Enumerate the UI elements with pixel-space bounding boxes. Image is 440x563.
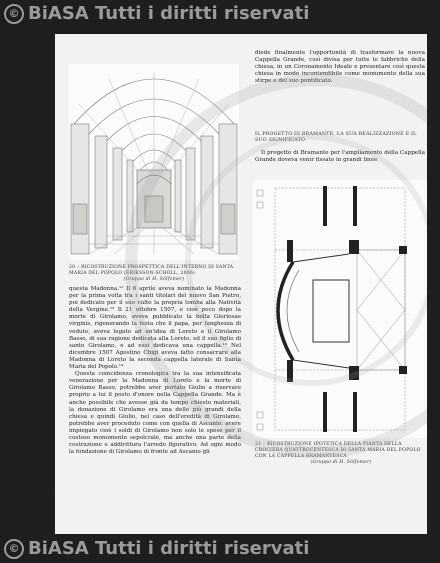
section-heading: IL PROGETTO DI BRAMANTE, LA SUA REALIZZAZIONE E IL SUO SIGNIFICATO	[255, 132, 417, 143]
copyright-logo-icon: ©	[4, 539, 24, 559]
interior-perspective-drawing	[69, 64, 239, 260]
left-column-text: questa Madonna.¹¹ Il 6 aprile aveva nominato la Madonna per la prima volta tra i santi titolari del nuovo San Pietro, poi dedicato per il suo culto la propria tomba alla Natività della Vergine.¹² Il 21 ottobre 1507, e cioè poco dopo la morte di Girolamo, aveva pubblicato la bolla Gloriosae virginis, rigenerando la festa che il papa, per lunghezza di vedute, aveva legato ad un'idea di Loreto e il Girolamo Basso, di sua ragione dedicata alla Loreto, ed il suo figlio di santo Girolamo, e ad essi dedicava una cappella.¹³ Nel dicembre 1507 Agostino Chigi aveva fatto consacrare alla Madonna di Loreto la seconda cappella laterale di Santa Maria del Popolo.¹⁴ Questa coincidenza cronologica tra la sua intensificata venerazione per la Madonna di Loreto e la morte di Girolamo Basso, potrebbe aver portato Giulio a riservare proprio a lui il posto d'onore nella Cappella Grande. Ma è anche possibile che avesse già da tempo chiesto materiali, la donazione di Girolamo era una delle più grandi della chiesa e quindi Giulio, nel caso dell'eredità di Girolamo, potrebbe aver proceduto come con quella di Ascanio: avere impiegato cioè i soldi di Girolamo non solo le spese per il costoso monumento sepolcrale, ma anche una parte della costruzione e addirittura l'arredo figurativo. Ad ogni modo la fondazione di Girolamo di fronte ad Ascanio gli	[69, 286, 241, 456]
book-page	[55, 34, 427, 534]
watermark-bottom: © BiASA Tutti i diritti riservati	[4, 538, 309, 559]
plan-figure	[253, 180, 427, 438]
copyright-logo-icon: ©	[4, 4, 24, 24]
watermark-top: © BiASA Tutti i diritti riservati	[4, 3, 309, 24]
right-column-text-bottom: Il progetto di Bramante per l'ampliamento della Cappella Grande doveva venir fissato in grandi linee	[255, 150, 425, 164]
page-number: 18	[45, 483, 54, 491]
figure-21-caption: 21 – RICOSTRUZIONE IPOTETICA DELLA PIANTA DELLA CROCIERA QUATTROCENTESCA DI SANTA MARIA DEL POPOLO CON LA CAPPELLA BRAMANTESCA (Gruppo di H. Sölfomer)	[255, 442, 421, 465]
right-column-text-top: diede finalmente l'opportunità di trasformare la nuova Cappella Grande, così divisa per tutte le fabbriche della chiesa, in un Coronamento Ideale e presentare così questa chiesa in modo incontendibile come monumento della sua stirpe e del suo pontificato.	[255, 50, 425, 85]
interior-perspective-figure	[69, 64, 239, 260]
chapel-plan-drawing	[253, 180, 427, 438]
figure-20-caption: 20 – RICOSTRUZIONE PROSPETTICA DELL'INTERNO DI SANTA MARIA DEL POPOLO (ERIKSSON-SCHOLL, 2006) (Gruppo di H. Sölfomer)	[69, 265, 234, 282]
